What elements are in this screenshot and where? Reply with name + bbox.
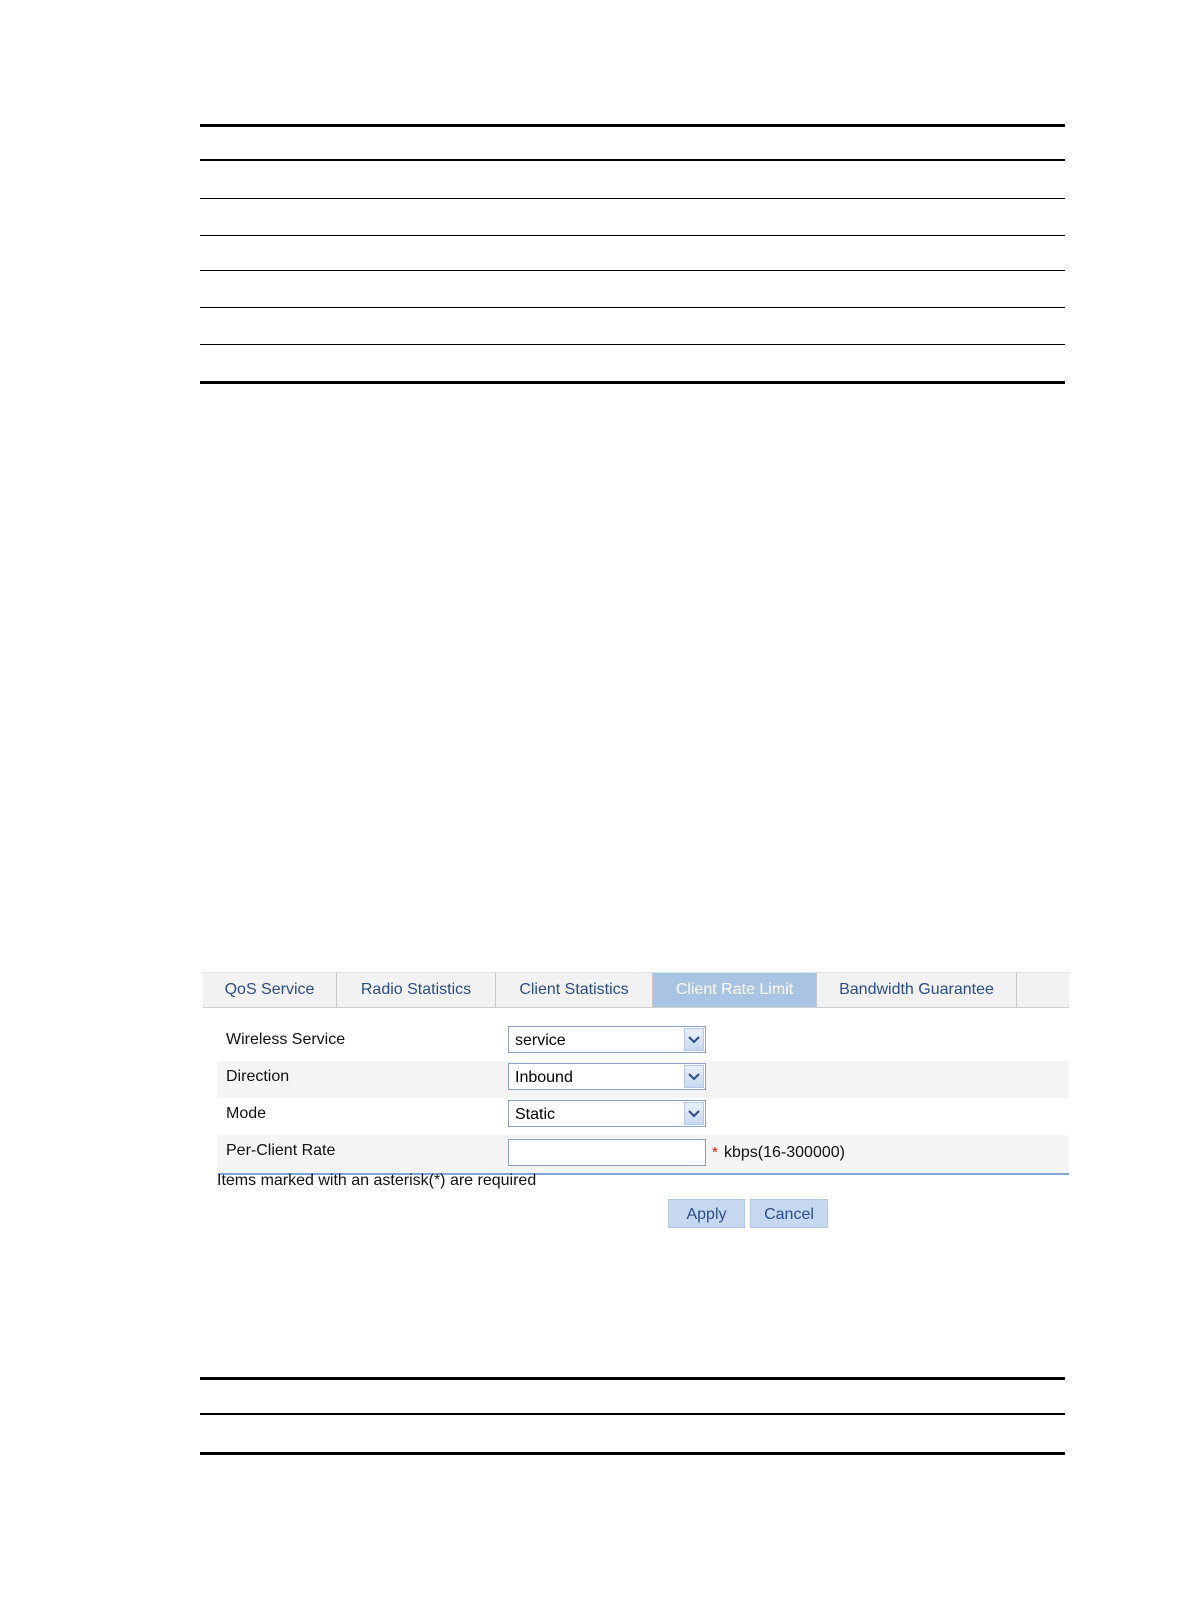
wireless-service-select[interactable] <box>508 1026 706 1053</box>
client-rate-limit-panel <box>203 972 1069 1175</box>
table-row-rule <box>200 344 1065 345</box>
table-row-rule <box>200 307 1065 308</box>
wireless-service-label: Wireless Service <box>226 1031 346 1048</box>
apply-button[interactable]: Apply <box>668 1199 745 1228</box>
table2-bottom-rule <box>200 1452 1065 1455</box>
table-top-rule <box>200 124 1065 127</box>
direction-value: Inbound <box>515 1069 573 1086</box>
chevron-down-icon[interactable] <box>684 1028 704 1051</box>
cancel-button[interactable]: Cancel <box>750 1199 828 1228</box>
tab-radio-statistics[interactable]: Radio Statistics <box>337 973 496 1007</box>
mode-select[interactable] <box>508 1100 706 1127</box>
mode-value: Static <box>515 1106 556 1123</box>
tab-bandwidth-guarantee[interactable]: Bandwidth Guarantee <box>817 973 1017 1007</box>
required-asterisk: * <box>712 1144 718 1161</box>
table-header-rule <box>200 159 1065 161</box>
table-bottom-rule <box>200 381 1065 384</box>
tab-qos-service[interactable]: QoS Service <box>203 973 337 1007</box>
tab-bar <box>203 972 1069 1008</box>
tab-client-statistics[interactable]: Client Statistics <box>496 973 653 1007</box>
table-row-rule <box>200 235 1065 236</box>
per-client-rate-label: Per-Client Rate <box>226 1142 336 1159</box>
chevron-down-icon[interactable] <box>684 1102 704 1125</box>
tab-client-rate-limit[interactable]: Client Rate Limit <box>653 973 817 1007</box>
wireless-service-value: service <box>515 1032 566 1049</box>
table2-header-rule <box>200 1413 1065 1415</box>
direction-select[interactable] <box>508 1063 706 1090</box>
form-row-wireless-service <box>218 1024 1069 1061</box>
table2-top-rule <box>200 1377 1065 1380</box>
form-row-mode <box>218 1098 1069 1135</box>
tab-bar-filler <box>1017 973 1069 1007</box>
chevron-down-icon[interactable] <box>684 1065 704 1088</box>
mode-label: Mode <box>226 1105 267 1122</box>
direction-label: Direction <box>226 1068 290 1085</box>
required-fields-note: Items marked with an asterisk(*) are required <box>217 1172 537 1189</box>
per-client-rate-input[interactable] <box>508 1139 706 1166</box>
rate-limit-form <box>218 1024 1069 1175</box>
form-row-per-client-rate <box>218 1135 1069 1173</box>
table-row-rule <box>200 198 1065 199</box>
per-client-rate-unit: kbps(16-300000) <box>724 1144 845 1161</box>
table-row-rule <box>200 270 1065 271</box>
form-row-direction <box>218 1061 1069 1098</box>
